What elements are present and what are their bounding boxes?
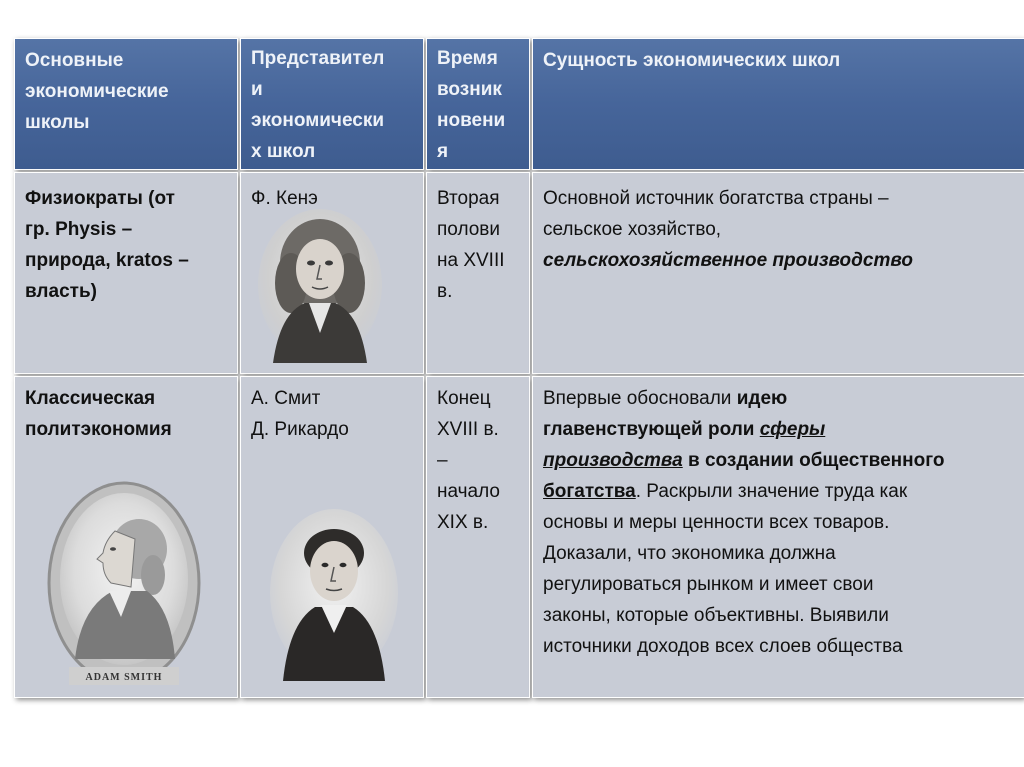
smith-caption: ADAM SMITH xyxy=(85,672,163,683)
essence-line: Доказали, что экономика должна xyxy=(543,543,836,564)
row2-essence xyxy=(532,376,1024,698)
essence-emphasis: в создании общественного xyxy=(682,450,945,471)
essence-line xyxy=(543,383,1014,414)
header-representatives xyxy=(240,38,424,170)
header-essence xyxy=(532,38,1024,170)
essence-emphasis-underlined: богатства xyxy=(543,481,636,502)
row1-representatives xyxy=(240,172,424,374)
essence-line: законы, которые объективны. Выявили xyxy=(543,605,889,626)
row1-school xyxy=(14,172,238,374)
header-line: Сущность экономических школ xyxy=(543,50,841,71)
essence-line: источники доходов всех слоев общества xyxy=(543,636,903,657)
time-line: XIX в. xyxy=(437,512,489,533)
essence-line: сельское хозяйство, xyxy=(543,219,722,240)
quesnay-portrait xyxy=(255,203,385,363)
row2-representatives xyxy=(240,376,424,698)
time-line: – xyxy=(437,450,448,471)
time-line: начало xyxy=(437,481,500,502)
essence-text: . Раскрыли значение труда как xyxy=(635,481,908,502)
time-line: Конец xyxy=(437,388,491,409)
header-line: возник xyxy=(437,79,502,100)
time-line: в. xyxy=(437,281,453,302)
essence-emphasis: идею xyxy=(736,388,788,409)
smith-portrait xyxy=(47,479,201,693)
school-line: политэкономия xyxy=(25,419,172,440)
essence-emphasis-underlined: сферы xyxy=(759,419,826,440)
time-line: Вторая xyxy=(437,188,500,209)
header-line: я xyxy=(437,141,449,162)
row1-time xyxy=(426,172,530,374)
representative-name: А. Смит xyxy=(251,388,321,409)
essence-line xyxy=(543,476,1014,507)
time-line: XVIII в. xyxy=(437,419,499,440)
representative-name: Ф. Кенэ xyxy=(251,188,318,209)
essence-line: основы и меры ценности всех товаров. xyxy=(543,512,890,533)
essence-line: Основной источник богатства страны – xyxy=(543,188,889,209)
header-time xyxy=(426,38,530,170)
time-line: на XVIII xyxy=(437,250,505,271)
ricardo-portrait xyxy=(267,505,401,685)
row2-time xyxy=(426,376,530,698)
school-line: гр. Physis – xyxy=(25,219,133,240)
header-line: х школ xyxy=(251,141,316,162)
time-line: полови xyxy=(437,219,501,240)
header-line: экономические xyxy=(25,81,169,102)
representative-name: Д. Рикардо xyxy=(251,419,349,440)
essence-line-emphasis: сельскохозяйственное производство xyxy=(543,250,913,271)
row2-school xyxy=(14,376,238,698)
school-line: природа, kratos – xyxy=(25,250,189,271)
essence-line xyxy=(543,414,1014,445)
header-line: и xyxy=(251,79,263,100)
essence-line xyxy=(543,445,1014,476)
essence-emphasis: главенствующей роли xyxy=(543,419,760,440)
essence-text: Впервые обосновали xyxy=(543,388,737,409)
school-line: Классическая xyxy=(25,388,156,409)
row1-essence xyxy=(532,172,1024,374)
header-line: Время xyxy=(437,48,498,69)
header-line: новени xyxy=(437,110,506,131)
essence-emphasis-underlined: производства xyxy=(543,450,683,471)
header-line: Представител xyxy=(251,48,385,69)
header-line: Основные xyxy=(25,50,124,71)
header-line: школы xyxy=(25,112,90,133)
header-schools xyxy=(14,38,238,170)
school-line: Физиократы (от xyxy=(25,188,175,209)
essence-line: регулироваться рынком и имеет свои xyxy=(543,574,874,595)
header-line: экономически xyxy=(251,110,385,131)
school-line: власть) xyxy=(25,281,97,302)
